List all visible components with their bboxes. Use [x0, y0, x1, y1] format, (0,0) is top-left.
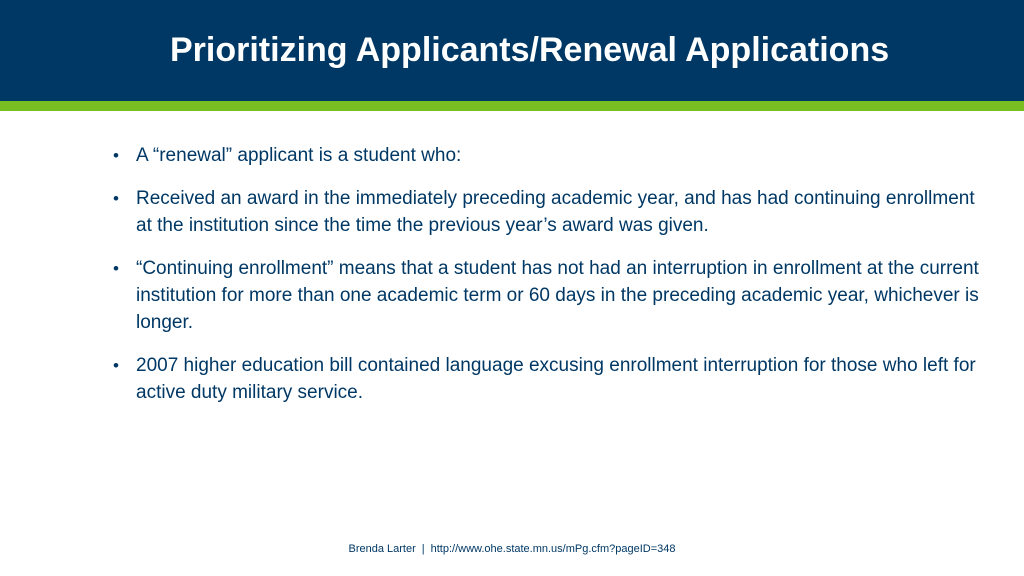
slide-footer — [0, 541, 1024, 557]
footer-author: Brenda Larter — [348, 543, 416, 555]
bullet-text: Received an award in the immediately preceding academic year, and has had continuing enrollment at the institution since the time the previous year’s award was given. — [136, 188, 975, 236]
slide-title: Prioritizing Applicants/Renewal Applications — [170, 31, 890, 69]
accent-divider — [0, 101, 1024, 111]
bullet-list — [113, 142, 983, 422]
bullet-dot-icon: • — [113, 356, 119, 375]
bullet-text: “Continuing enrollment” means that a student has not had an interruption in enrollment at the current institution for more than one academic term or 60 days in the preceding academic year, whichever is longer. — [136, 258, 979, 333]
bullet-dot-icon: • — [113, 259, 119, 278]
bullet-item — [113, 255, 983, 336]
bullet-item — [113, 185, 983, 239]
bullet-text: A “renewal” applicant is a student who: — [136, 145, 462, 166]
bullet-dot-icon: • — [113, 189, 119, 208]
bullet-item — [113, 142, 983, 169]
footer-separator: | — [421, 543, 425, 555]
bullet-dot-icon: • — [113, 146, 119, 165]
bullet-item — [113, 352, 983, 406]
footer-url: http://www.ohe.state.mn.us/mPg.cfm?pageID=348 — [430, 543, 676, 555]
bullet-text: 2007 higher education bill contained language excusing enrollment interruption for those who left for active duty military service. — [136, 355, 976, 403]
title-banner — [0, 0, 1024, 101]
